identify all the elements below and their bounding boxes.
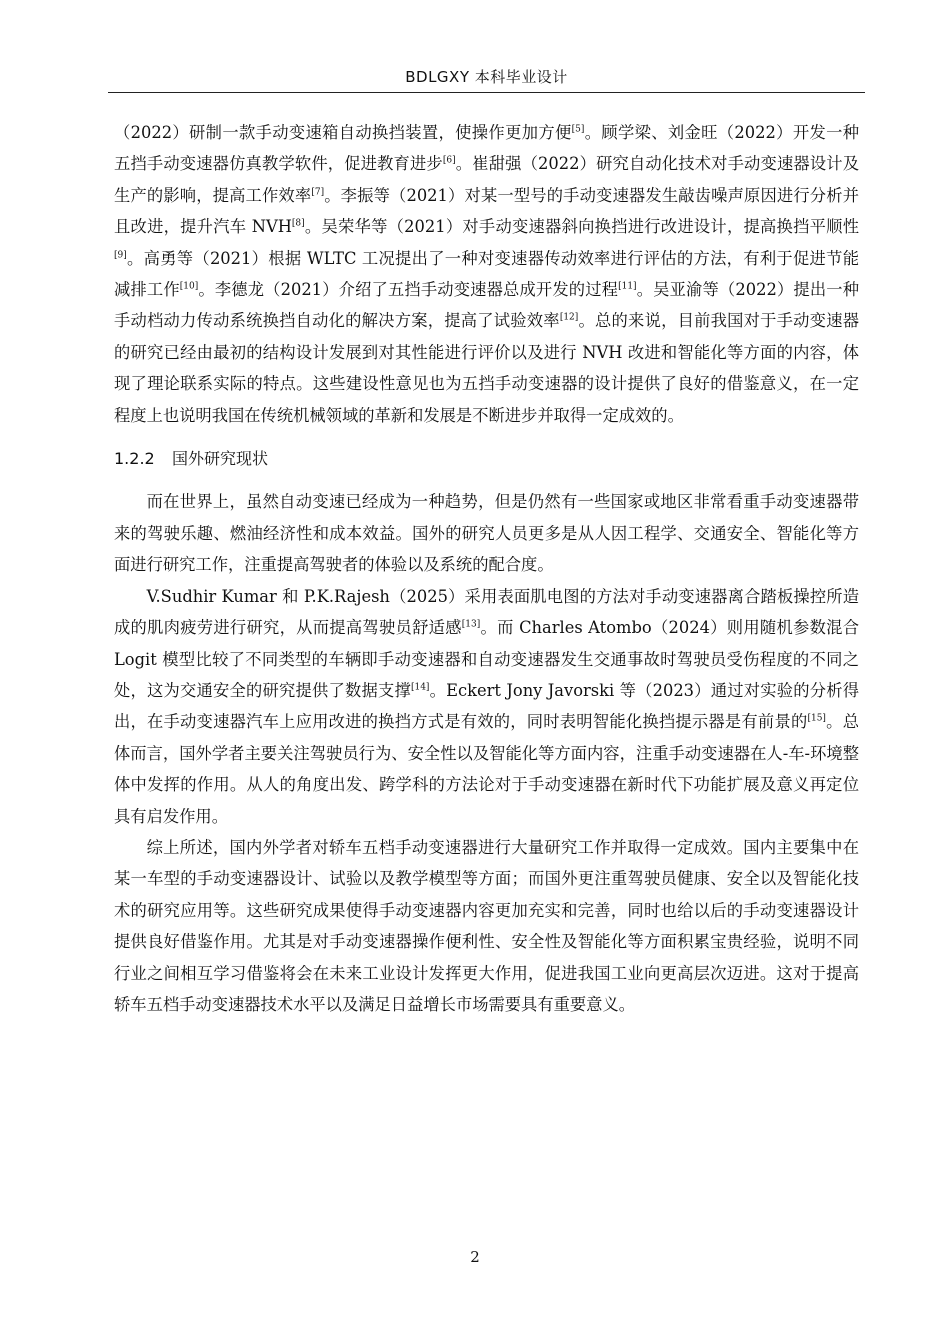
citation-ref: [14] <box>410 682 430 693</box>
section-title: 国外研究现状 <box>172 449 269 469</box>
text-run: 。崔甜强（2022）研究自动化技术对手动变速器设计及生产的影响，提高工作效率 <box>114 154 860 205</box>
text-run: 。高勇等（2021）根据 WLTC 工况提出了一种对变速器传动效率进行评估的方法，有利于促进节能减排工作 <box>114 248 859 300</box>
text-run: 。吴荣华等（2021）对手动变速器斜向换挡进行改进设计，提高换挡平顺性 <box>304 217 859 237</box>
text-run: 。总的来说，目前我国对于手动变速器的研究已经由最初的结构设计发展到对其性能进行评价以及进行 NVH 改进和智能化等方面的内容，体现了理论联系实际的特点。这些建设性意见也为五挡手动变速器的设计提供了良好的借鉴意义，在一定程度上也说明我国在传统机械领域的革新和发展是不断进步并取得一定成效的。 <box>114 311 859 425</box>
text-run: 。李振等（2021）对某一型号的手动变速器发生敲齿噪声原因进行分析并且改进，提升汽车 NVH <box>114 185 859 237</box>
citation-ref: [10] <box>179 281 199 292</box>
text-run: 。总体而言，国外学者主要关注驾驶员行为、安全性以及智能化等方面内容，注重手动变速器在人-车-环境整体中发挥的作用。从人的角度出发、跨学科的方法论对于手动变速器在新时代下功能扩展及意义再定位具有启发作用。 <box>114 712 859 826</box>
paragraph <box>114 486 859 580</box>
section-number: 1.2.2 <box>114 449 155 469</box>
text-run: 。李德龙（2021）介绍了五挡手动变速器总成开发的过程 <box>198 280 619 300</box>
text-run: 综上所述，国内外学者对轿车五档手动变速器进行大量研究工作并取得一定成效。国内主要集中在某一车型的手动变速器设计、试验以及教学模型等方面；而国外更注重驾驶员健康、安全以及智能化技术的研究应用等。这些研究成果使得手动变速器内容更加充实和完善，同时也给以后的手动变速器设计提供良好借鉴作用。尤其是对手动变速器操作便利性、安全性及智能化等方面积累宝贵经验，说明不同行业之间相互学习借鉴将会在未来工业设计发挥更大作用，促进我国工业向更高层次迈进。这对于提高轿车五档手动变速器技术水平以及满足日益增长市场需要具有重要意义。 <box>114 837 859 1014</box>
running-header: BDLGXY 本科毕业设计 <box>405 68 568 86</box>
paragraph <box>114 832 859 1020</box>
section-heading <box>114 443 859 474</box>
text-run: 。顾学梁、刘金旺（2022）开发一种五挡手动变速器仿真教学软件，促进教育进步 <box>114 123 859 174</box>
citation-ref: [11] <box>618 281 637 292</box>
citation-ref: [9] <box>114 250 127 261</box>
citation-ref: [8] <box>291 218 305 229</box>
citation-ref: [6] <box>442 155 456 166</box>
paragraphs-bottom <box>114 486 859 1020</box>
body-text <box>114 117 859 1020</box>
text-run: 而在世界上，虽然自动变速已经成为一种趋势，但是仍然有一些国家或地区非常看重手动变速器带来的驾驶乐趣、燃油经济性和成本效益。国外的研究人员更多是从人因工程学、交通安全、智能化等方面进行研究工作，注重提高驾驶者的体验以及系统的配合度。 <box>114 492 859 575</box>
citation-ref: [7] <box>311 187 325 198</box>
citation-ref: [13] <box>461 619 481 630</box>
paragraphs-top <box>114 117 859 431</box>
paragraph <box>114 581 859 832</box>
text-run: 。而 Charles Atombo（2024）则用随机参数混合 Logit 模型比较了不同类型的车辆即手动变速器和自动变速器发生交通事故时驾驶员受伤程度的不同之处，这为交通安全的研究提供了数据支撑 <box>114 618 859 700</box>
citation-ref: [15] <box>807 713 826 724</box>
text-run: V.Sudhir Kumar 和 P.K.Rajesh（2025）采用表面肌电图的方法对手动变速器离合踏板操控所造成的肌肉疲劳进行研究，从而提高驾驶员舒适感 <box>114 586 859 638</box>
text-run: 。吴亚渝等（2022）提出一种手动档动力传动系统换挡自动化的解决方案，提高了试验效率 <box>114 280 859 331</box>
text-run: 。Eckert Jony Javorski 等（2023）通过对实验的分析得出，在手动变速器汽车上应用改进的换挡方式是有效的，同时表明智能化换挡提示器是有前景的 <box>114 680 860 732</box>
text-run: （2022）研制一款手动变速箱自动换挡装置，使操作更加方便 <box>114 123 572 142</box>
header-rule <box>108 92 865 93</box>
citation-ref: [12] <box>559 313 579 324</box>
page-number: 2 <box>470 1248 480 1266</box>
citation-ref: [5] <box>571 124 585 135</box>
paragraph <box>114 117 859 431</box>
